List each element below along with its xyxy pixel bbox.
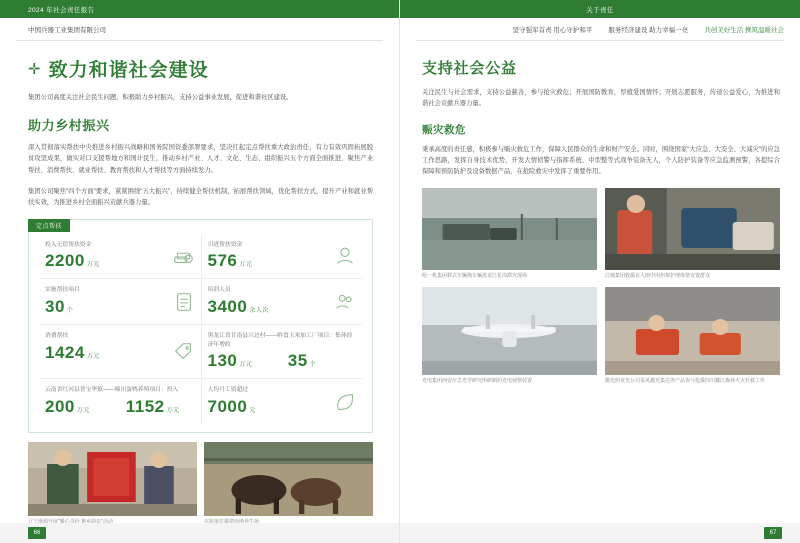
- stat-secondary-unit: 万元: [166, 408, 180, 415]
- report-title: 2024 年社会责任报告: [28, 6, 95, 14]
- stat-secondary-unit: 个: [309, 362, 317, 369]
- page-title-text: 致力和谐社会建设: [48, 60, 209, 81]
- stat-label: 人均月工资超过: [207, 387, 249, 394]
- right-section-title: 赈灾救危: [422, 123, 466, 136]
- stat-label: 引进帮扶资金: [207, 241, 243, 248]
- plus-icon: ✛: [28, 60, 42, 78]
- photo-caption: 激光照查光公司采风激光集达等产品参与抢援四川耀江森林火灾扑救工作: [605, 378, 766, 385]
- right-paragraph-1: 秉承高度的责任感，积极参与赈灾救危工作，保障人民群众的生命和财产安全。同时，围绕国家"大应急、大安全、大减灾"的应急工作思路，发挥自身技术优势，开发大情侦警与指挥系统、中型整等式战争装备无人，个人防护装备等应急监测预警，各提综合保障和预防防护及设备数据产品，在抢险救灾中发挥了重要作用。: [422, 145, 780, 176]
- drone-photo: [422, 287, 597, 375]
- aid-data-panel: [28, 219, 373, 433]
- cattle-farm-photo: [204, 442, 373, 516]
- page-title: [28, 55, 373, 82]
- stat-unit: 万元: [86, 353, 100, 360]
- photo-item: [605, 188, 780, 281]
- breadcrumb-item-2[interactable]: 共创美好生活 携筑温暖社会: [704, 26, 784, 34]
- breadcrumb: [400, 18, 800, 40]
- checklist-icon: [173, 291, 195, 313]
- left-page-footer: [0, 523, 399, 543]
- stat-label: 云南省红河县普宝华镇——棉田蛋鸭养殖项目：投入: [45, 387, 179, 394]
- stat-item: [39, 325, 201, 379]
- stat-value: 576: [207, 251, 238, 271]
- photo-item: [28, 442, 197, 527]
- right-page-body: [400, 41, 800, 386]
- right-page-footer: [400, 523, 800, 543]
- stat-label: 投入无偿帮扶资金: [45, 241, 92, 248]
- stat-unit: 万元: [239, 362, 253, 369]
- photo-caption: 哈一机集团移式车辆拖车辆黑龙江花沟滞灾现场: [422, 272, 528, 279]
- left-page-subheader: [0, 18, 399, 40]
- stat-item: [39, 379, 201, 424]
- left-section-title: 助力乡村振兴: [28, 118, 110, 134]
- stat-unit: 个: [66, 308, 74, 315]
- stat-secondary-value: 35: [287, 351, 308, 371]
- stat-label: 消费帮扶: [45, 333, 69, 340]
- stretcher-rescue-photo: [605, 188, 780, 270]
- stat-value: 30: [45, 297, 65, 317]
- people-icon: [334, 291, 356, 313]
- stat-item: [39, 234, 201, 280]
- farmers-banner-photo: [28, 442, 197, 516]
- right-photo-grid: [422, 188, 780, 386]
- left-page-body: [0, 41, 399, 527]
- right-page-title: 支持社会公益: [422, 60, 517, 77]
- stat-unit: 万元: [239, 262, 253, 269]
- panel-tab-label: 定点帮扶: [28, 219, 70, 232]
- left-paragraph-1: 深入贯彻落实帮扶中央推进乡村振兴战略和国务院国资委部署要求，坚决扛起定点帮扶重大政治责任，有力有效巩固拓展脱贫攻坚成果，做实对口支援帮地方和国计民生，推动乡村产业、人才、文化、生态、组织振兴五个方面全面推进，聚焦产业帮扶、消费帮扶、就业帮扶、教育帮扶和人才帮扶等方面持续发力。: [28, 144, 373, 174]
- money-stack-icon: [173, 245, 195, 267]
- photo-item: [422, 188, 597, 281]
- left-photo-row: [28, 442, 373, 527]
- stat-unit: 万元: [76, 408, 90, 415]
- left-paragraph-2: 集团公司聚焦"四个方面"要求，紧紧围绕"五大振兴"，持续健全帮扶机制，拓展帮扶领域，优化帮扶方式，提升产业和就业帮扶实效，为推进乡村全面振兴贡献兵器力量。: [28, 188, 373, 207]
- stat-item: [201, 379, 363, 424]
- stat-item: [201, 279, 363, 325]
- tag-icon: [173, 341, 195, 363]
- stat-label: 黑龙江省甘南县兴边村——鲜食玉米加工厂项目：集体经济年增收: [207, 333, 353, 348]
- right-lead-paragraph: 关注民生与社会需求，支持公益慈善，参与抢灾救危；开展国防教育，厚植爱国情怀；开展志愿服务，传递公益爱心，为推进和谐社会贡献兵器力量。: [422, 89, 780, 108]
- photo-item: [605, 287, 780, 386]
- stat-unit: 余人次: [249, 308, 269, 315]
- stat-value: 1424: [45, 342, 85, 362]
- stat-label: 培训人员: [207, 287, 231, 294]
- stat-value: 7000: [207, 397, 248, 417]
- photo-caption: 江城集团救援在大雨中用担架护理体帮安置群众: [605, 272, 711, 279]
- stat-secondary-value: 1152: [125, 397, 165, 417]
- coin-hand-icon: [334, 245, 356, 267]
- stat-value: 2200: [45, 251, 85, 271]
- stat-value: 200: [45, 397, 75, 417]
- breadcrumb-item-0[interactable]: 坚守强军首责 用心守护和平: [512, 26, 593, 34]
- stat-value: 130: [207, 351, 238, 371]
- page-number: 67: [764, 527, 782, 539]
- stat-item: [39, 279, 201, 325]
- left-lead-paragraph: 集团公司高度关注社会民生问题，积极助力乡村振兴，支持公益事业发展，促进和谐社区建设。: [28, 94, 293, 101]
- stat-unit: 万元: [86, 262, 100, 269]
- stat-value: 3400: [207, 297, 248, 317]
- rooftop-work-photo: [605, 287, 780, 375]
- section-title: 关于责任: [586, 6, 614, 14]
- company-name: 中国兵器工业集团有限公司: [28, 26, 106, 34]
- stat-item: [201, 234, 363, 280]
- page-number: 66: [28, 527, 46, 539]
- leaf-icon: [334, 391, 356, 413]
- right-page: [400, 0, 800, 543]
- stat-unit: 元: [249, 408, 256, 415]
- right-page-header: [400, 0, 800, 18]
- stat-label: 实施帮扶项目: [45, 287, 80, 294]
- breadcrumb-item-1[interactable]: 服务经济建设 助力幸福一亮: [608, 26, 689, 34]
- photo-item: [422, 287, 597, 386]
- photo-item: [204, 442, 373, 527]
- flood-rescue-vehicle-photo: [422, 188, 597, 270]
- photo-caption: 光电集团西安应急光学研究所研制的光电侦察装置: [422, 378, 533, 385]
- left-page-header: [0, 0, 399, 18]
- stat-item: [201, 325, 363, 379]
